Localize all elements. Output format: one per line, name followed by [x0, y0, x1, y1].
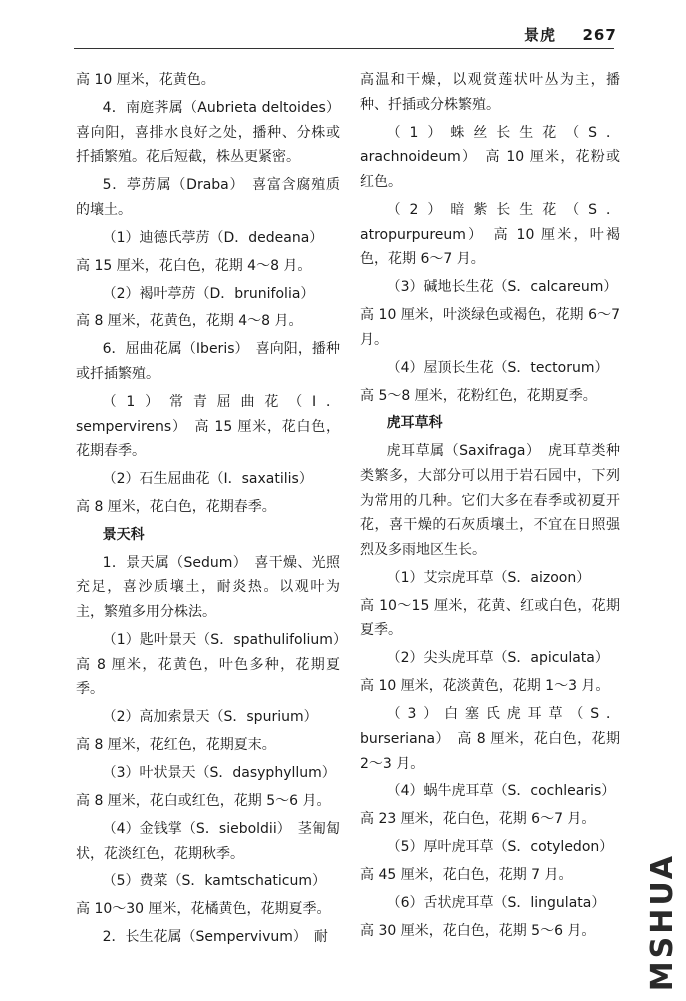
- section-heading: 景天科: [102, 527, 145, 544]
- paragraph-continuation: 高 10～30 厘米，花橘黄色，花期夏季。: [76, 901, 331, 918]
- paragraph: （1）迪德氏葶苈（D．dedeana）: [102, 229, 324, 246]
- paragraph-continuation: 高温和干燥，以观赏莲状叶丛为主，播种、扦插或分株繁殖。: [360, 72, 620, 113]
- paragraph: （4）屋顶长生花（S．tectorum）: [386, 359, 609, 376]
- paragraph: （4）金钱掌（S．sieboldii） 茎匍匐状，花淡红色，花期秋季。: [76, 820, 340, 862]
- paragraph: （1）常青屈曲花（I．sempervirens） 高 15 厘米，花白色，花期春季。: [76, 393, 340, 460]
- paragraph-continuation: 高 15 厘米，花白色，花期 4～8 月。: [76, 257, 312, 274]
- paragraph: （2）褐叶葶苈（D．brunifolia）: [102, 285, 315, 302]
- paragraph: （6）舌状虎耳草（S．lingulata）: [386, 894, 606, 911]
- paragraph-continuation: 高 10 厘米，花淡黄色，花期 1～3 月。: [360, 678, 610, 695]
- page-number: 267: [582, 26, 617, 44]
- paragraph: 1．景天属（Sedum） 喜干燥、光照充足，喜沙质壤土，耐炎热。以观叶为主，繁殖多用分株法。: [76, 554, 340, 621]
- paragraph-continuation: 高 45 厘米，花白色，花期 7 月。: [360, 867, 573, 884]
- paragraph: （1）蛛丝长生花（S．arachnoideum） 高 10 厘米，花粉或红色。: [360, 124, 620, 190]
- watermark: MSHUA: [645, 852, 680, 991]
- paragraph: 4．南庭荠属（Aubrieta deltoides）喜向阳，喜排水良好之处，播种、分株或扦插繁殖。花后短截，株丛更紧密。: [76, 99, 340, 166]
- paragraph-continuation: 高 23 厘米，花白色，花期 6～7 月。: [360, 811, 596, 828]
- paragraph: 虎耳草属（Saxifraga） 虎耳草类种类繁多，大部分可以用于岩石园中，下列为常用的几种。它们大多在春季或初夏开花，喜干燥的石灰质壤土，不宜在日照强烈及多雨地区生长。: [360, 443, 620, 558]
- paragraph-continuation: 高 8 厘米，花白色，花期春季。: [76, 499, 276, 516]
- paragraph: （2）高加索景天（S．spurium）: [102, 709, 318, 726]
- running-header: [524, 24, 617, 45]
- paragraph: （2）暗紫长生花（S．atropurpureum） 高 10 厘米，叶褐色，花期 6～7 月。: [360, 201, 620, 268]
- paragraph-continuation: 高 10～15 厘米，花黄、红或白色，花期夏季。: [360, 597, 620, 639]
- paragraph: （1）匙叶景天（S．spathulifolium） 高 8 厘米，花黄色，叶色多种，花期夏季。: [76, 632, 354, 698]
- paragraph: （2）尖头虎耳草（S．apiculata）: [386, 650, 609, 667]
- paragraph: 5．葶苈属（Draba） 喜富含腐殖质的壤土。: [76, 177, 340, 218]
- header-rule: [74, 48, 614, 49]
- header-title: 景虎: [524, 26, 557, 44]
- paragraph: （3）碱地长生花（S．calcareum）: [386, 279, 618, 296]
- paragraph: （2）石生屈曲花（I．saxatilis）: [102, 471, 313, 488]
- paragraph: 2．长生花属（Sempervivum） 耐: [102, 929, 328, 946]
- paragraph-continuation: 高 30 厘米，花白色，花期 5～6 月。: [360, 922, 596, 939]
- paragraph-continuation: 高 5～8 厘米，花粉红色，花期夏季。: [360, 387, 597, 404]
- left-column: [76, 68, 354, 953]
- paragraph-continuation: 高 8 厘米，花红色，花期夏末。: [76, 737, 276, 754]
- paragraph-continuation: 高 10 厘米，叶淡绿色或褐色，花期 6～7 月。: [360, 307, 620, 348]
- paragraph: （5）厚叶虎耳草（S．cotyledon）: [386, 839, 614, 856]
- paragraph: （3）叶状景天（S．dasyphyllum）: [102, 765, 336, 782]
- paragraph-continuation: 高 8 厘米，花黄色，花期 4～8 月。: [76, 313, 303, 330]
- paragraph: （1）艾宗虎耳草（S．aizoon）: [386, 569, 591, 586]
- section-heading: 虎耳草科: [386, 415, 443, 432]
- paragraph: （3）白塞氏虎耳草（S．burseriana） 高 8 厘米，花白色，花期 2～3 月。: [360, 706, 620, 772]
- paragraph: 6．屈曲花属（Iberis） 喜向阳，播种或扦插繁殖。: [76, 341, 340, 383]
- right-column: [360, 68, 620, 947]
- paragraph-continuation: 高 8 厘米，花白或红色，花期 5～6 月。: [76, 792, 331, 809]
- paragraph: （5）费菜（S．kamtschaticum）: [102, 873, 326, 890]
- paragraph: （4）蜗牛虎耳草（S．cochlearis）: [386, 783, 616, 800]
- paragraph-continuation: 高 10 厘米，花黄色。: [76, 72, 215, 88]
